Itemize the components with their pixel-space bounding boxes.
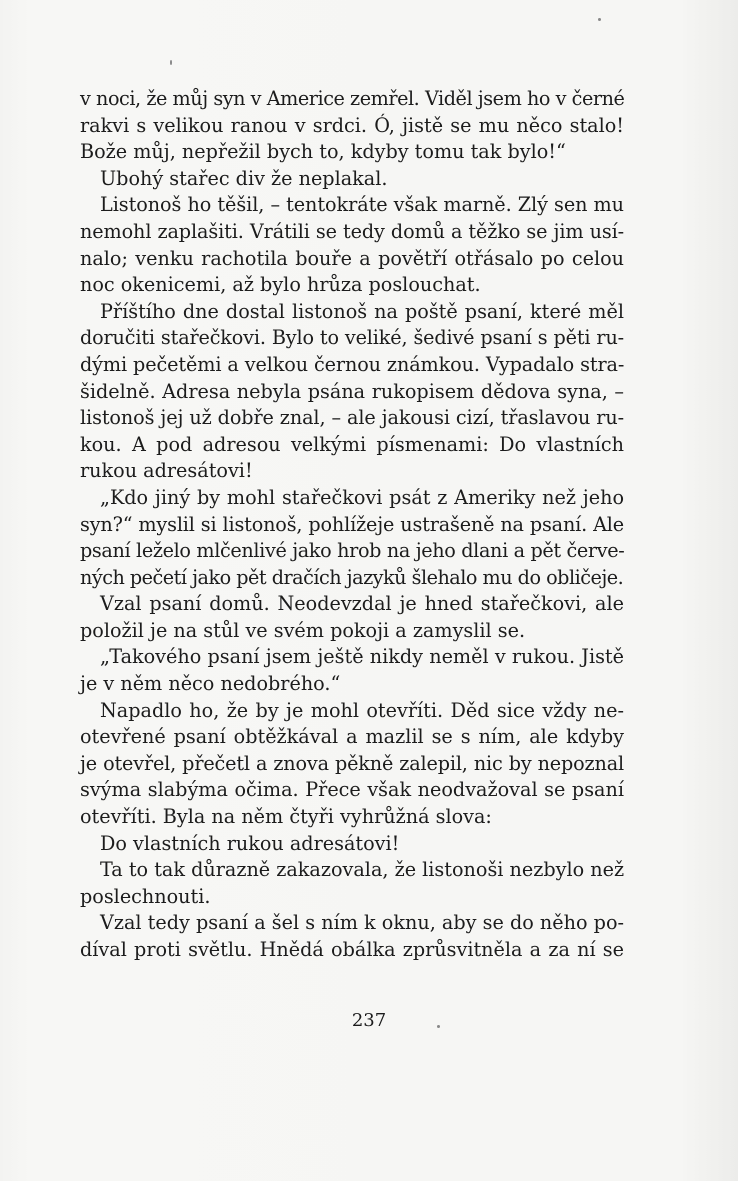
- text-line: díval proti světlu. Hnědá obálka zprůsvitněla a za ní se: [80, 938, 624, 961]
- text-line: rukou adresátovi!: [80, 459, 253, 483]
- text-line: šidelně. Adresa nebyla psána rukopisem dědova syna, –: [80, 379, 624, 403]
- text-line: Příštího dne dostal listonoš na poště psaní, které měl: [100, 299, 624, 323]
- text-line: je otevřel, přečetl a znova pěkně zalepil, nic by nepoznal: [80, 751, 624, 775]
- text-line: Do vlastních rukou adresátovi!: [100, 831, 400, 855]
- text-line: dými pečetěmi a velkou černou známkou. Vypadalo stra-: [80, 352, 625, 376]
- text-line: noc okenicemi, až bylo hrůza poslouchat.: [80, 273, 481, 297]
- paper-speck: [170, 60, 172, 65]
- text-line: položil je na stůl ve svém pokoji a zamyslil se.: [80, 618, 526, 642]
- text-line: ných pečetí jako pět dračích jazyků šlehalo mu do obličeje.: [80, 565, 624, 589]
- text-line: v noci, že můj syn v Americe zemřel. Viděl jsem ho v černé: [80, 87, 625, 110]
- text-line: „Kdo jiný by mohl stařečkovi psát z Ameriky než jeho: [100, 485, 624, 509]
- body-text: [80, 86, 624, 964]
- text-line: Bože můj, nepřežil bych to, kdyby tomu tak bylo!“: [80, 140, 566, 164]
- paper-speck: [598, 18, 601, 21]
- text-line: Ta to tak důrazně zakazovala, že listonoši nezbylo než: [100, 858, 625, 882]
- text-line: nemohl zaplašiti. Vrátili se tedy domů a těžko se jim usí-: [80, 219, 624, 243]
- text-line: otevřené psaní obtěžkával a mazlil se s ním, ale kdyby: [80, 725, 624, 749]
- text-line: psaní leželo mlčenlivé jako hrob na jeho dlani a pět červe-: [80, 539, 625, 563]
- text-line: svýma slabýma očima. Přece však neodvažoval se psaní: [80, 778, 624, 802]
- text-line: listonoš jej už dobře znal, – ale jakousi cizí, třaslavou ru-: [80, 406, 624, 430]
- text-line: je v něm něco nedobrého.“: [80, 672, 341, 696]
- text-line: nalo; venku rachotila bouře a povětří otřásalo po celou: [80, 246, 624, 270]
- text-line: Vzal psaní domů. Neodevzdal je hned stařečkovi, ale: [100, 592, 624, 616]
- text-line: „Takového psaní jsem ještě nikdy neměl v rukou. Jistě: [100, 645, 624, 669]
- text-line: Listonoš ho těšil, – tentokráte však marně. Zlý sen mu: [100, 193, 624, 217]
- text-line: otevříti. Byla na něm čtyři vyhrůžná slova:: [80, 805, 492, 829]
- text-line: Vzal tedy psaní a šel s ním k oknu, aby se do něho po-: [100, 911, 624, 935]
- text-line: Ubohý stařec div že neplakal.: [100, 166, 388, 190]
- page-number: 237: [351, 1010, 387, 1031]
- text-line: poslechnouti.: [80, 884, 211, 908]
- text-line: Napadlo ho, že by je mohl otevříti. Děd sice vždy ne-: [100, 698, 624, 722]
- text-line: syn?“ myslil si listonoš, pohlížeje ustrašeně na psaní. Ale: [80, 512, 624, 536]
- text-line: kou. A pod adresou velkými písmenami: Do vlastních: [80, 432, 624, 456]
- text-line: rakvi s velikou ranou v srdci. Ó, jistě se mu něco stalo!: [80, 113, 624, 137]
- text-line: doručiti stařečkovi. Bylo to veliké, šedivé psaní s pěti ru-: [80, 326, 624, 350]
